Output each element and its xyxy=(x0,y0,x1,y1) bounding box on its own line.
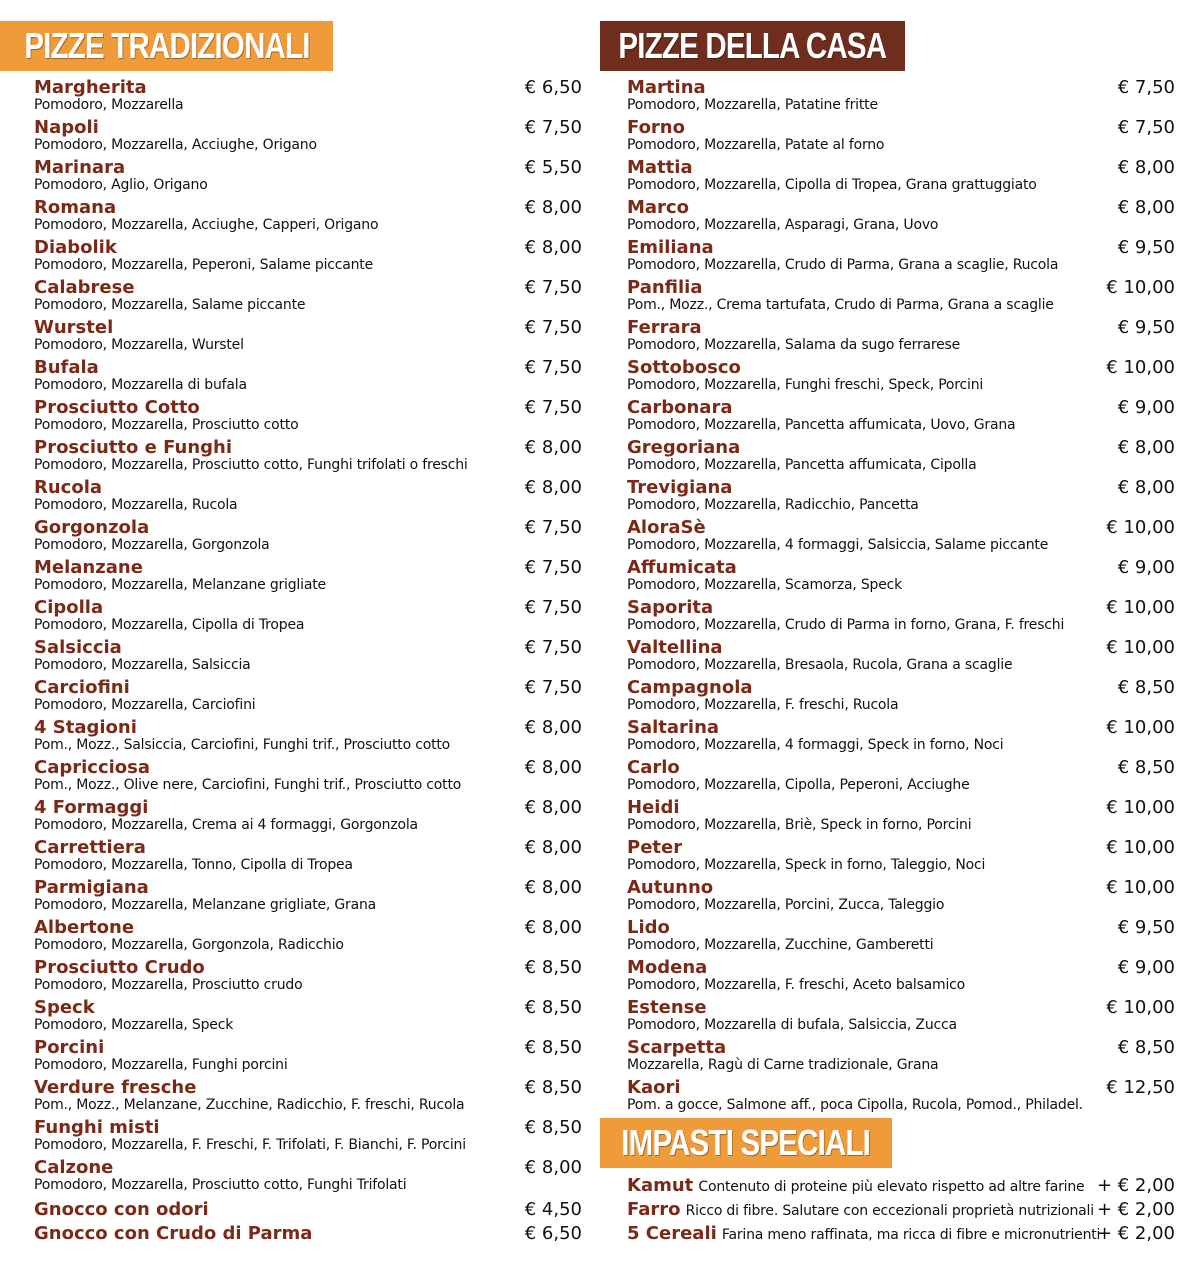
menu-list-casa xyxy=(627,76,1175,1116)
menu-item xyxy=(627,996,1175,1036)
item-description: Pomodoro, Mozzarella, Speck xyxy=(34,1017,234,1033)
item-name: Valtellina xyxy=(627,637,723,658)
item-price: € 8,50 xyxy=(1117,1037,1175,1058)
section-title-tradizionali: PIZZE TRADIZIONALI xyxy=(23,25,310,66)
item-description: Pomodoro, Mozzarella, Prosciutto cotto, Funghi Trifolati xyxy=(34,1177,407,1193)
item-name: Porcini xyxy=(34,1037,105,1058)
item-description: Pomodoro, Mozzarella, Peperoni, Salame piccante xyxy=(34,257,374,273)
item-name: Rucola xyxy=(34,477,103,498)
menu-item xyxy=(34,436,582,476)
item-name: Gnocco con Crudo di Parma xyxy=(34,1223,313,1244)
menu-item xyxy=(627,436,1175,476)
item-description: Pomodoro, Mozzarella xyxy=(34,97,184,113)
menu-item xyxy=(34,1076,582,1116)
menu-item xyxy=(34,636,582,676)
item-description: Pomodoro, Mozzarella, Acciughe, Origano xyxy=(34,137,317,153)
menu-item xyxy=(627,556,1175,596)
item-name: Panfilia xyxy=(627,277,703,298)
item-name: Gorgonzola xyxy=(34,517,150,538)
section-banner-casa xyxy=(600,21,905,71)
item-description: Pomodoro, Mozzarella, Funghi porcini xyxy=(34,1057,288,1073)
item-price: € 8,00 xyxy=(524,237,582,258)
item-price: € 7,50 xyxy=(1117,77,1175,98)
item-description: Pomodoro, Mozzarella, Salsiccia xyxy=(34,657,251,673)
item-name: Albertone xyxy=(34,917,135,938)
item-name: 4 Formaggi xyxy=(34,797,149,818)
item-name: Mattia xyxy=(627,157,693,178)
item-description: Pomodoro, Mozzarella, Tonno, Cipolla di Tropea xyxy=(34,857,353,873)
menu-item xyxy=(34,836,582,876)
menu-item xyxy=(627,956,1175,996)
item-name: Parmigiana xyxy=(34,877,149,898)
item-description: Pomodoro, Mozzarella, Acciughe, Capperi, Origano xyxy=(34,217,379,233)
item-description: Pomodoro, Mozzarella, Pancetta affumicata, Uovo, Grana xyxy=(627,417,1016,433)
item-name: Sottobosco xyxy=(627,357,741,378)
item-price: € 9,50 xyxy=(1117,237,1175,258)
item-name: Kaori xyxy=(627,1077,681,1098)
item-name: Verdure fresche xyxy=(34,1077,197,1098)
item-description: Pomodoro, Mozzarella, Wurstel xyxy=(34,337,244,353)
item-price: € 9,00 xyxy=(1117,957,1175,978)
special-dough-text xyxy=(627,1174,1175,1198)
menu-item xyxy=(627,316,1175,356)
item-name: Scarpetta xyxy=(627,1037,727,1058)
item-price: € 9,00 xyxy=(1117,397,1175,418)
item-name: Autunno xyxy=(627,877,714,898)
special-dough-item xyxy=(627,1198,1175,1222)
item-description: Pomodoro, Mozzarella, Crema ai 4 formaggi, Gorgonzola xyxy=(34,817,418,833)
item-description: Pomodoro, Mozzarella, Speck in forno, Taleggio, Noci xyxy=(627,857,986,873)
item-name: Heidi xyxy=(627,797,680,818)
item-name: Peter xyxy=(627,837,683,858)
item-price: € 8,00 xyxy=(524,477,582,498)
item-price: € 8,00 xyxy=(524,837,582,858)
section-banner-impasti xyxy=(600,1118,892,1168)
menu-item xyxy=(34,196,582,236)
item-name: Funghi misti xyxy=(34,1117,160,1138)
item-name: Saltarina xyxy=(627,717,720,738)
menu-item xyxy=(34,156,582,196)
item-price: € 7,50 xyxy=(524,317,582,338)
menu-item xyxy=(34,316,582,356)
menu-item xyxy=(34,1156,582,1196)
item-description: Pomodoro, Mozzarella, Gorgonzola xyxy=(34,537,270,553)
item-description: Pomodoro, Mozzarella, Gorgonzola, Radicchio xyxy=(34,937,344,953)
item-price: € 8,00 xyxy=(1117,437,1175,458)
special-dough-text xyxy=(627,1222,1175,1246)
item-name: Lido xyxy=(627,917,670,938)
special-dough-text xyxy=(627,1198,1175,1222)
item-name: Trevigiana xyxy=(627,477,733,498)
item-description: Pomodoro, Mozzarella, Funghi freschi, Speck, Porcini xyxy=(627,377,984,393)
menu-item xyxy=(627,76,1175,116)
item-description: Pomodoro, Mozzarella, F. freschi, Aceto balsamico xyxy=(627,977,966,993)
item-description: Mozzarella, Ragù di Carne tradizionale, Grana xyxy=(627,1057,939,1073)
item-description: Pomodoro, Mozzarella, Scamorza, Speck xyxy=(627,577,903,593)
item-price: € 8,50 xyxy=(524,1117,582,1138)
menu-list-tradizionali xyxy=(34,76,582,1196)
item-description: Pomodoro, Mozzarella, Salame piccante xyxy=(34,297,306,313)
item-name: Gregoriana xyxy=(627,437,741,458)
item-description: Contenuto di proteine più elevato rispetto ad altre farine xyxy=(698,1179,1085,1195)
item-price: € 7,50 xyxy=(524,597,582,618)
item-price: € 8,50 xyxy=(524,957,582,978)
item-price: € 9,50 xyxy=(1117,917,1175,938)
menu-list-impasti xyxy=(627,1174,1175,1246)
item-name: Marco xyxy=(627,197,689,218)
menu-item xyxy=(627,276,1175,316)
item-price: € 7,50 xyxy=(524,637,582,658)
item-name: Prosciutto Cotto xyxy=(34,397,200,418)
item-price: € 7,50 xyxy=(524,117,582,138)
item-description: Pomodoro, Mozzarella, Melanzane grigliate xyxy=(34,577,326,593)
item-name: Carrettiera xyxy=(34,837,146,858)
item-name: Prosciutto Crudo xyxy=(34,957,205,978)
item-price: € 8,50 xyxy=(1117,757,1175,778)
item-description: Pomodoro, Mozzarella, Porcini, Zucca, Taleggio xyxy=(627,897,945,913)
menu-item xyxy=(34,76,582,116)
special-dough-item xyxy=(627,1222,1175,1246)
item-description: Pomodoro, Mozzarella, Crudo di Parma in forno, Grana, F. freschi xyxy=(627,617,1065,633)
item-name: Margherita xyxy=(34,77,147,98)
menu-item xyxy=(34,596,582,636)
item-description: Pomodoro, Mozzarella, 4 formaggi, Speck in forno, Noci xyxy=(627,737,1004,753)
item-name: Martina xyxy=(627,77,706,98)
menu-item xyxy=(627,396,1175,436)
menu-item xyxy=(34,956,582,996)
item-price: € 5,50 xyxy=(524,157,582,178)
special-dough-item xyxy=(627,1174,1175,1198)
menu-item xyxy=(34,396,582,436)
item-description: Pomodoro, Mozzarella, Briè, Speck in forno, Porcini xyxy=(627,817,972,833)
item-name: Marinara xyxy=(34,157,126,178)
item-price: € 8,00 xyxy=(524,877,582,898)
item-price: € 10,00 xyxy=(1106,357,1175,378)
item-name: Capricciosa xyxy=(34,757,151,778)
item-name: Wurstel xyxy=(34,317,114,338)
item-description: Pom., Mozz., Olive nere, Carciofini, Funghi trif., Prosciutto cotto xyxy=(34,777,462,793)
item-price: € 6,50 xyxy=(524,1223,582,1244)
item-description: Pomodoro, Mozzarella, Radicchio, Pancetta xyxy=(627,497,919,513)
menu-list-extras xyxy=(34,1198,582,1246)
menu-item xyxy=(34,356,582,396)
item-price: € 8,00 xyxy=(1117,157,1175,178)
item-description: Pomodoro, Mozzarella, Melanzane grigliate, Grana xyxy=(34,897,377,913)
item-description: Pomodoro, Aglio, Origano xyxy=(34,177,208,193)
item-price: € 10,00 xyxy=(1106,837,1175,858)
item-name: Romana xyxy=(34,197,117,218)
item-price: € 10,00 xyxy=(1106,277,1175,298)
item-name: Carciofini xyxy=(34,677,130,698)
item-name: Campagnola xyxy=(627,677,753,698)
item-name: Affumicata xyxy=(627,557,737,578)
item-description: Pomodoro, Mozzarella, F. Freschi, F. Trifolati, F. Bianchi, F. Porcini xyxy=(34,1137,466,1153)
menu-item xyxy=(627,836,1175,876)
item-price: € 12,50 xyxy=(1106,1077,1175,1098)
menu-item xyxy=(627,1036,1175,1076)
item-description: Pomodoro, Mozzarella, Patatine fritte xyxy=(627,97,878,113)
menu-item xyxy=(34,116,582,156)
item-price: € 8,50 xyxy=(524,1077,582,1098)
menu-item xyxy=(34,916,582,956)
menu-item xyxy=(34,476,582,516)
item-price: € 7,50 xyxy=(524,557,582,578)
menu-item xyxy=(34,556,582,596)
item-price: € 8,00 xyxy=(524,1157,582,1178)
item-price: € 8,00 xyxy=(524,917,582,938)
item-price: € 10,00 xyxy=(1106,797,1175,818)
item-description: Pomodoro, Mozzarella, Asparagi, Grana, Uovo xyxy=(627,217,939,233)
item-price: € 7,50 xyxy=(524,517,582,538)
menu-item xyxy=(627,196,1175,236)
menu-item xyxy=(34,716,582,756)
menu-item xyxy=(627,356,1175,396)
item-name: Prosciutto e Funghi xyxy=(34,437,233,458)
item-description: Pomodoro, Mozzarella, Carciofini xyxy=(34,697,256,713)
section-title-casa: PIZZE DELLA CASA xyxy=(618,25,887,66)
item-description: Pom., Mozz., Salsiccia, Carciofini, Funghi trif., Prosciutto cotto xyxy=(34,737,451,753)
menu-item xyxy=(627,476,1175,516)
section-title-impasti: IMPASTI SPECIALI xyxy=(621,1122,871,1163)
item-description: Pomodoro, Mozzarella, Patate al forno xyxy=(627,137,885,153)
item-price: € 10,00 xyxy=(1106,877,1175,898)
item-name: Melanzane xyxy=(34,557,143,578)
item-description: Ricco di fibre. Salutare con eccezionali proprietà nutrizionali xyxy=(685,1203,1094,1219)
item-price: € 7,50 xyxy=(524,357,582,378)
menu-item xyxy=(627,156,1175,196)
item-price: € 10,00 xyxy=(1106,597,1175,618)
menu-item xyxy=(34,1116,582,1156)
item-price: € 9,50 xyxy=(1117,317,1175,338)
item-price: € 8,00 xyxy=(1117,197,1175,218)
item-price: € 10,00 xyxy=(1106,517,1175,538)
item-name: Saporita xyxy=(627,597,714,618)
item-price: € 8,00 xyxy=(524,197,582,218)
menu-item xyxy=(627,916,1175,956)
item-price: € 8,00 xyxy=(524,797,582,818)
item-description: Pom., Mozz., Melanzane, Zucchine, Radicchio, F. freschi, Rucola xyxy=(34,1097,465,1113)
menu-item xyxy=(34,1198,582,1222)
item-name: Carlo xyxy=(627,757,680,778)
item-name: 4 Stagioni xyxy=(34,717,137,738)
item-description: Pomodoro, Mozzarella di bufala xyxy=(34,377,247,393)
item-name: Kamut xyxy=(627,1175,694,1196)
item-price: € 8,00 xyxy=(524,717,582,738)
menu-item xyxy=(34,236,582,276)
item-name: Gnocco con odori xyxy=(34,1199,209,1220)
item-price: € 8,50 xyxy=(1117,677,1175,698)
item-name: Farro xyxy=(627,1199,681,1220)
menu-item xyxy=(627,236,1175,276)
item-description: Pomodoro, Mozzarella, Prosciutto cotto, Funghi trifolati o freschi xyxy=(34,457,468,473)
item-name: Diabolik xyxy=(34,237,117,258)
menu-item xyxy=(34,876,582,916)
item-price: € 7,50 xyxy=(524,677,582,698)
menu-item xyxy=(34,516,582,556)
item-name: Cipolla xyxy=(34,597,104,618)
item-description: Pomodoro, Mozzarella, 4 formaggi, Salsiccia, Salame piccante xyxy=(627,537,1049,553)
item-description: Farina meno raffinata, ma ricca di fibre e micronutrienti xyxy=(721,1227,1101,1243)
item-price: € 10,00 xyxy=(1106,717,1175,738)
item-description: Pomodoro, Mozzarella, Prosciutto crudo xyxy=(34,977,303,993)
menu-item xyxy=(627,516,1175,556)
item-price: € 8,50 xyxy=(524,1037,582,1058)
item-name: Calabrese xyxy=(34,277,135,298)
menu-item xyxy=(627,716,1175,756)
menu-item xyxy=(627,596,1175,636)
item-price: € 8,00 xyxy=(1117,477,1175,498)
item-name: Napoli xyxy=(34,117,99,138)
menu-item xyxy=(627,756,1175,796)
item-description: Pomodoro, Mozzarella, Cipolla, Peperoni, Acciughe xyxy=(627,777,970,793)
item-description: Pom. a gocce, Salmone aff., poca Cipolla, Rucola, Pomod., Philadel. xyxy=(627,1097,1083,1113)
menu-item xyxy=(34,1036,582,1076)
item-description: Pomodoro, Mozzarella, Cipolla di Tropea, Grana grattuggiato xyxy=(627,177,1037,193)
item-description: Pomodoro, Mozzarella, Bresaola, Rucola, Grana a scaglie xyxy=(627,657,1013,673)
menu-item xyxy=(34,676,582,716)
item-name: AloraSè xyxy=(627,517,706,538)
item-description: Pomodoro, Mozzarella, Salama da sugo ferrarese xyxy=(627,337,961,353)
menu-item xyxy=(34,276,582,316)
menu-item xyxy=(34,996,582,1036)
item-price: € 9,00 xyxy=(1117,557,1175,578)
item-name: Speck xyxy=(34,997,95,1018)
item-name: Carbonara xyxy=(627,397,733,418)
menu-item xyxy=(627,116,1175,156)
item-price: € 7,50 xyxy=(524,397,582,418)
item-name: Modena xyxy=(627,957,708,978)
item-price: € 8,00 xyxy=(524,757,582,778)
item-price: € 6,50 xyxy=(524,77,582,98)
item-price: € 8,50 xyxy=(524,997,582,1018)
item-price: + € 2,00 xyxy=(1096,1223,1175,1244)
item-price: € 8,00 xyxy=(524,437,582,458)
item-description: Pomodoro, Mozzarella di bufala, Salsiccia, Zucca xyxy=(627,1017,957,1033)
item-description: Pomodoro, Mozzarella, Rucola xyxy=(34,497,238,513)
menu-item xyxy=(627,1076,1175,1116)
item-price: € 7,50 xyxy=(524,277,582,298)
item-price: € 10,00 xyxy=(1106,637,1175,658)
item-price: € 7,50 xyxy=(1117,117,1175,138)
item-description: Pomodoro, Mozzarella, Pancetta affumicata, Cipolla xyxy=(627,457,977,473)
item-name: Ferrara xyxy=(627,317,702,338)
menu-item xyxy=(34,796,582,836)
item-name: Emiliana xyxy=(627,237,714,258)
item-description: Pomodoro, Mozzarella, Cipolla di Tropea xyxy=(34,617,305,633)
item-description: Pomodoro, Mozzarella, F. freschi, Rucola xyxy=(627,697,899,713)
item-description: Pomodoro, Mozzarella, Zucchine, Gamberetti xyxy=(627,937,934,953)
item-name: 5 Cereali xyxy=(627,1223,717,1244)
item-name: Bufala xyxy=(34,357,99,378)
item-price: + € 2,00 xyxy=(1096,1175,1175,1196)
menu-item xyxy=(627,796,1175,836)
menu-item xyxy=(627,876,1175,916)
item-price: € 4,50 xyxy=(524,1199,582,1220)
item-price: + € 2,00 xyxy=(1096,1199,1175,1220)
item-name: Salsiccia xyxy=(34,637,122,658)
item-description: Pomodoro, Mozzarella, Crudo di Parma, Grana a scaglie, Rucola xyxy=(627,257,1059,273)
menu-item xyxy=(627,636,1175,676)
item-name: Estense xyxy=(627,997,707,1018)
menu-item xyxy=(627,676,1175,716)
item-description: Pom., Mozz., Crema tartufata, Crudo di Parma, Grana a scaglie xyxy=(627,297,1054,313)
item-price: € 10,00 xyxy=(1106,997,1175,1018)
item-description: Pomodoro, Mozzarella, Prosciutto cotto xyxy=(34,417,299,433)
menu-item xyxy=(34,1222,582,1246)
section-banner-tradizionali xyxy=(0,21,333,71)
item-name: Forno xyxy=(627,117,685,138)
menu-item xyxy=(34,756,582,796)
item-name: Calzone xyxy=(34,1157,114,1178)
